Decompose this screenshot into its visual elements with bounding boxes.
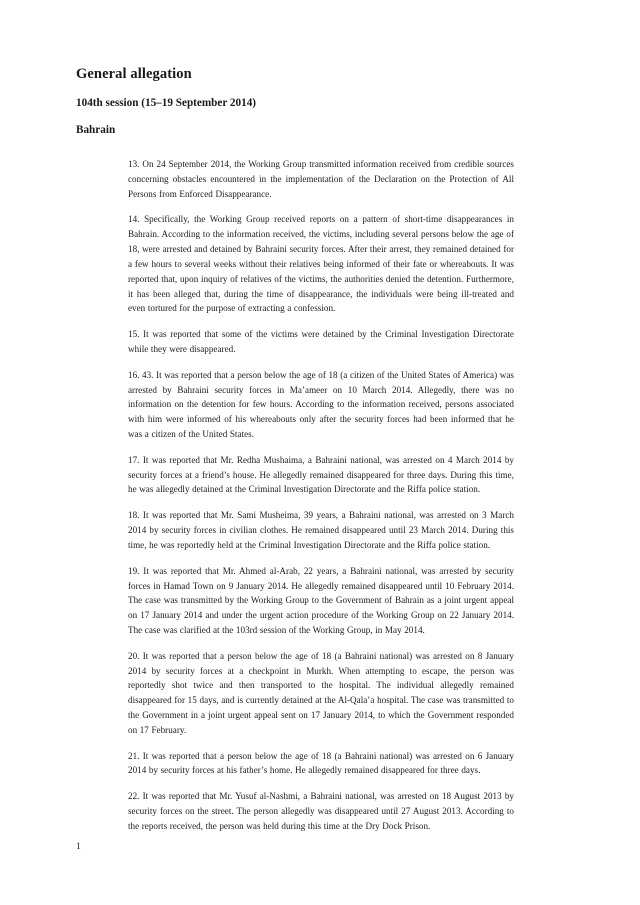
paragraph: 16. 43. It was reported that a person below the age of 18 (a citizen of the United States of America) was arrested by Bahraini security forces in Ma’ameer on 10 March 2014. Allegedly, there was no information on the detention for few hours. According to the information received, persons associated with him were informed of his whereabouts only after the security forces had been informed that he was a citizen of the United States. [128, 369, 514, 439]
paragraph: 17. It was reported that Mr. Redha Mushaima, a Bahraini national, was arrested on 4 March 2014 by security forces at a friend’s house. He allegedly remained disappeared for three days. During this time, he was allegedly detained at the Criminal Investigation Directorate and the Riffa police station. [128, 454, 514, 495]
country-subtitle: Bahrain [76, 123, 116, 136]
paragraph: 20. It was reported that a person below the age of 18 (a Bahraini national) was arrested on 8 January 2014 by security forces at a checkpoint in Murkh. When attempting to escape, the person was reportedly shot twice and then transported to the hospital. The individual allegedly remained disappeared for 15 days, and is currently detained at the Al-Qala’a hospital. The case was transmitted to the Government in a joint urgent appeal sent on 17 January 2014, to which the Government responded on 17 February. [128, 650, 514, 735]
paragraph: 15. It was reported that some of the victims were detained by the Criminal Investigation Directorate while they were disappeared. [128, 329, 514, 354]
document-body [128, 157, 514, 834]
paragraph: 19. It was reported that Mr. Ahmed al-Arab, 22 years, a Bahraini national, was arrested by security forces in Hamad Town on 9 January 2014. He allegedly remained disappeared until 10 February 2014. The case was transmitted by the Working Group to the Government of Bahrain as a joint urgent appeal on 17 January 2014 and under the urgent action procedure of the Working Group on 22 January 2014. The case was clarified at the 103rd session of the Working Group, in May 2014. [128, 565, 514, 635]
paragraph: 21. It was reported that a person below the age of 18 (a Bahraini national) was arrested on 6 January 2014 by security forces at his father’s home. He allegedly remained disappeared for three days. [128, 750, 514, 776]
session-subtitle: 104th session (15–19 September 2014) [76, 97, 257, 110]
page-number: 1 [76, 842, 81, 852]
paragraph: 18. It was reported that Mr. Sami Musheima, 39 years, a Bahraini national, was arrested on 3 March 2014 by security forces in civilian clothes. He remained disappeared until 23 March 2014. During this time, he was reportedly held at the Criminal Investigation Directorate and the Riffa police station. [128, 510, 514, 550]
paragraph: 22. It was reported that Mr. Yusuf al-Nashmi, a Bahraini national, was arrested on 18 August 2013 by security forces on the street. The person allegedly was disappeared until 27 August 2013. According to the reports received, the person was held during this time at the Dry Dock Prison. [128, 791, 514, 831]
paragraph: 14. Specifically, the Working Group received reports on a pattern of short-time disappearances in Bahrain. According to the information received, the victims, including several persons below the age of 18, were arrested and detained by Bahraini security forces. After their arrest, they remained detained for a few hours to several weeks without their relatives being informed of their fate or whereabouts. It was reported that, upon inquiry of relatives of the victims, the authorities denied the detention. Furthermore, it has been alleged that, during the time of disappearance, the individuals were being ill-treated and even tortured for the purpose of extracting a confession. [128, 214, 514, 314]
document-heading-block [76, 66, 516, 137]
paragraph: 13. On 24 September 2014, the Working Group transmitted information received from credible sources concerning obstacles encountered in the implementation of the Declaration on the Protection of All Persons from Enforced Disappearance. [128, 159, 514, 199]
page-title: General allegation [76, 66, 192, 82]
